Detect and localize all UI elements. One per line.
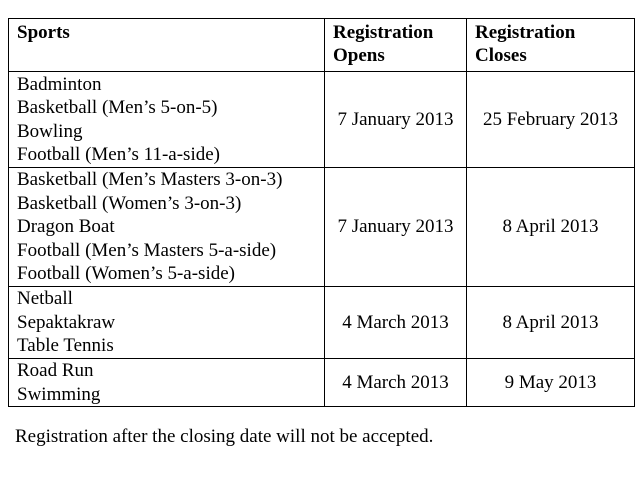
opens-date: 4 March 2013 <box>325 287 467 359</box>
sport-name: Table Tennis <box>17 335 114 357</box>
sport-name: Football (Men’s Masters 5-a-side) <box>17 239 277 261</box>
closes-date: 25 February 2013 <box>467 72 635 168</box>
sport-name: Basketball (Men’s Masters 3-on-3) <box>17 169 283 191</box>
registration-table <box>8 18 635 407</box>
closes-date: 8 April 2013 <box>467 287 635 359</box>
sport-name: Badminton <box>17 73 102 95</box>
header-closes-line2: Closes <box>475 45 527 66</box>
opens-date: 7 January 2013 <box>325 168 467 287</box>
opens-date: 7 January 2013 <box>325 72 467 168</box>
sport-name: Basketball (Women’s 3-on-3) <box>17 192 242 214</box>
header-registration-closes <box>467 19 635 72</box>
header-closes-line1: Registration <box>475 22 576 43</box>
table-row <box>9 287 635 359</box>
closes-date: 9 May 2013 <box>467 359 635 407</box>
sport-name: Bowling <box>17 120 83 142</box>
table-row <box>9 168 635 287</box>
sports-cell <box>9 287 325 359</box>
table-row <box>9 359 635 407</box>
closing-date-note: Registration after the closing date will not be accepted. <box>15 426 434 447</box>
closes-date: 8 April 2013 <box>467 168 635 287</box>
header-opens-line1: Registration <box>333 22 434 43</box>
table-row <box>9 72 635 168</box>
header-opens-line2: Opens <box>333 45 385 66</box>
sport-name: Dragon Boat <box>17 216 115 238</box>
opens-date: 4 March 2013 <box>325 359 467 407</box>
sport-name: Swimming <box>17 383 101 405</box>
header-sports-label: Sports <box>17 22 70 43</box>
header-sports <box>9 19 325 72</box>
sport-name: Road Run <box>17 360 94 381</box>
sport-name: Netball <box>17 288 73 310</box>
header-registration-opens <box>325 19 467 72</box>
sport-name: Sepaktakraw <box>17 311 116 333</box>
sports-cell <box>9 168 325 287</box>
sports-cell <box>9 359 325 407</box>
sport-name: Basketball (Men’s 5-on-5) <box>17 97 218 118</box>
header-row <box>9 19 635 72</box>
sports-cell <box>9 72 325 168</box>
sport-name: Football (Men’s 11-a-side) <box>17 144 220 165</box>
sport-name: Football (Women’s 5-a-side) <box>17 263 235 285</box>
